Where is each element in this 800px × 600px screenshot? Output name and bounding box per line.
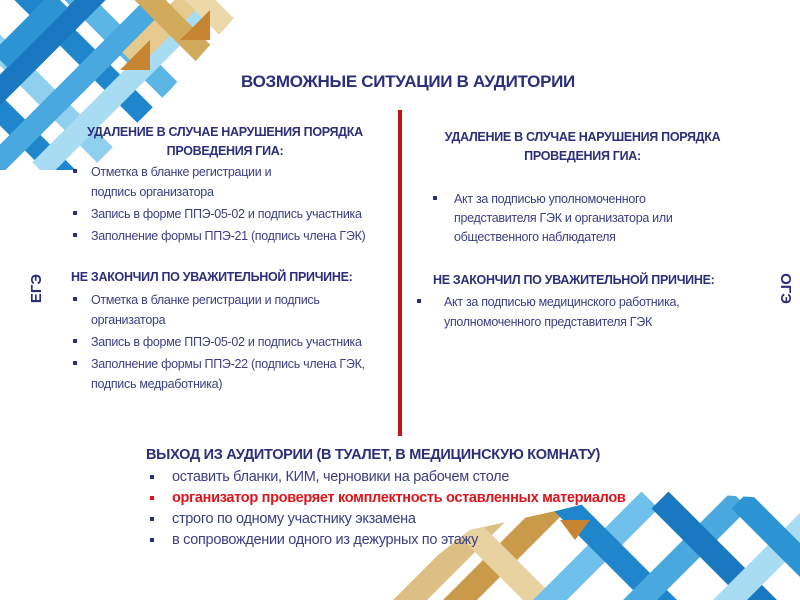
list-item-text: организатор проверяет комплектность оставленных материалов [172, 490, 626, 506]
list-item [172, 467, 672, 488]
list-item [91, 204, 391, 224]
bullet-icon [73, 233, 77, 237]
slide-title: ВОЗМОЖНЫЕ СИТУАЦИИ В АУДИТОРИИ [241, 72, 575, 91]
bullet-icon [433, 196, 437, 200]
list-item [172, 530, 672, 551]
bullet-icon [73, 339, 77, 343]
exit-rules-list [172, 467, 672, 551]
list-item [91, 162, 291, 202]
left-removal-list [91, 162, 391, 248]
list-item [91, 332, 391, 352]
left-not-finished-list [91, 290, 391, 396]
right-heading-not-finished: НЕ ЗАКОНЧИЛ ПО УВАЖИТЕЛЬНОЙ ПРИЧИНЕ: [433, 273, 715, 287]
list-item [91, 290, 391, 330]
bullet-icon [150, 475, 154, 479]
list-item-text: Акт за подписью медицинского работника, уполномоченного представителя ГЭК [444, 295, 680, 329]
list-item [172, 509, 672, 530]
ege-label: ЕГЭ [28, 273, 46, 304]
vertical-divider [398, 110, 402, 436]
bullet-icon [150, 517, 154, 521]
bullet-icon [417, 299, 421, 303]
list-item [91, 226, 391, 246]
left-heading-removal: УДАЛЕНИЕ В СЛУЧАЕ НАРУШЕНИЯ ПОРЯДКА ПРОВЕДЕНИЯ ГИА: [87, 125, 363, 158]
list-item-text: Запись в форме ППЭ-05-02 и подпись участника [91, 335, 362, 349]
bullet-icon [150, 496, 154, 500]
list-item [444, 292, 714, 332]
list-item-text: Отметка в бланке регистрации и подпись организатора [91, 293, 320, 327]
exit-heading: ВЫХОД ИЗ АУДИТОРИИ (В ТУАЛЕТ, В МЕДИЦИНСКУЮ КОМНАТУ) [146, 447, 600, 463]
right-heading-removal: УДАЛЕНИЕ В СЛУЧАЕ НАРУШЕНИЯ ПОРЯДКА ПРОВЕДЕНИЯ ГИА: [444, 130, 721, 163]
right-removal-list [454, 190, 714, 249]
bullet-icon [150, 538, 154, 542]
bullet-icon [73, 169, 77, 173]
list-item-text: Акт за подписью уполномоченного представителя ГЭК и организатора или общественного наблюдателя [454, 192, 673, 244]
list-item-text: Заполнение формы ППЭ-21 (подпись члена ГЭК) [91, 229, 366, 243]
list-item-text: Отметка в бланке регистрации и подпись организатора [91, 165, 272, 199]
list-item-highlighted [172, 488, 672, 509]
list-item [454, 190, 714, 247]
list-item-text: Заполнение формы ППЭ-22 (подпись члена ГЭК, подпись медработника) [91, 357, 365, 391]
right-not-finished-list [444, 292, 714, 334]
list-item [91, 354, 391, 394]
list-item-text: оставить бланки, КИМ, черновики на рабочем столе [172, 469, 510, 485]
list-item-text: Запись в форме ППЭ-05-02 и подпись участника [91, 207, 362, 221]
oge-label: ОГЭ [776, 273, 794, 304]
bullet-icon [73, 211, 77, 215]
bullet-icon [73, 297, 77, 301]
list-item-text: строго по одному участнику экзамена [172, 511, 416, 527]
list-item-text: в сопровождении одного из дежурных по этажу [172, 532, 479, 548]
bullet-icon [73, 361, 77, 365]
left-heading-not-finished: НЕ ЗАКОНЧИЛ ПО УВАЖИТЕЛЬНОЙ ПРИЧИНЕ: [71, 270, 353, 284]
